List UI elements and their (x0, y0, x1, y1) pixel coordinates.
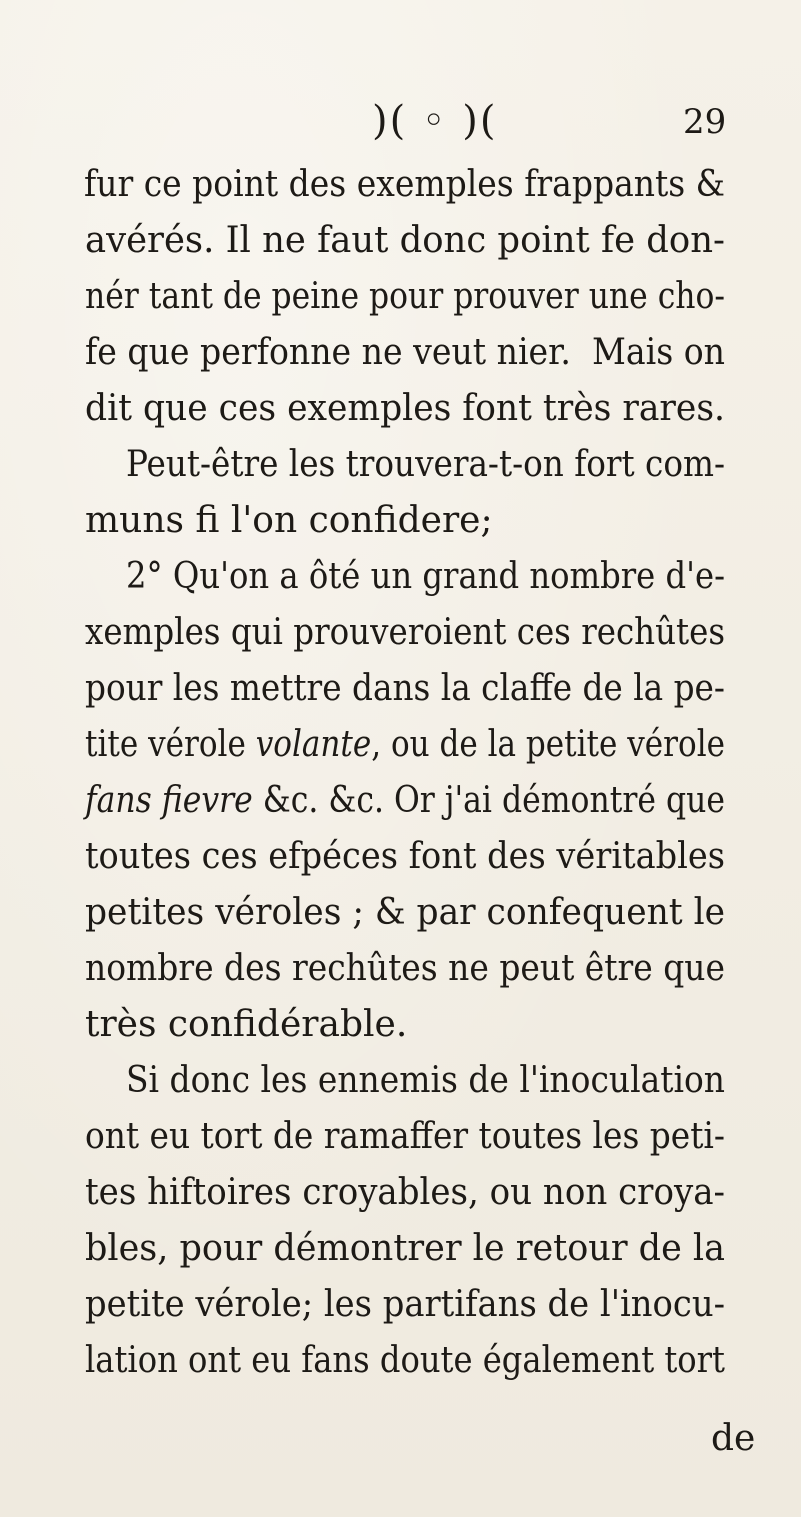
text-line-content: petites véroles ; & par confequent le (85, 892, 725, 933)
text-line (0, 381, 801, 437)
text-line (0, 717, 801, 773)
text-line-content: avérés. Il ne faut donc point fe don- (85, 220, 725, 261)
text-line (0, 773, 801, 829)
text-line (0, 1221, 801, 1277)
text-line-content: bles, pour démontrer le retour de la (85, 1228, 725, 1269)
text-line-content: xemples qui prouveroient ces rechûtes (85, 612, 725, 653)
text-line (0, 1053, 801, 1109)
text-line (0, 1277, 801, 1333)
text-line (0, 661, 801, 717)
text-line-content: toutes ces efpéces font des véritables (85, 836, 725, 877)
text-line (0, 997, 801, 1053)
catchword: de (711, 1418, 756, 1459)
text-line-content: ont eu tort de ramaffer toutes les peti- (85, 1116, 725, 1157)
text-line-content: petite vérole; les partifans de l'inocu- (85, 1284, 725, 1325)
text-line (0, 941, 801, 997)
text-line (0, 885, 801, 941)
text-line (0, 213, 801, 269)
text-line (0, 1165, 801, 1221)
text-line (0, 1333, 801, 1389)
text-line (0, 325, 801, 381)
text-run: &c. &c. Or j'ai démontré que (252, 780, 726, 821)
page-header (0, 98, 801, 158)
text-line (0, 605, 801, 661)
header-ornament: )( ◦ )( (372, 98, 498, 144)
text-line-content: nér tant de peine pour prouver une cho- (85, 276, 725, 317)
text-line (0, 437, 801, 493)
italic-text: volante (255, 724, 372, 765)
text-run: , ou de la petite vérole (371, 724, 725, 765)
text-line-content: Peut-être les trouvera-t-on fort com- (126, 444, 725, 485)
text-line-content: nombre des rechûtes ne peut être que (85, 948, 725, 989)
text-run: tite vérole (85, 724, 256, 765)
text-line (0, 549, 801, 605)
italic-text: fans fievre (85, 780, 253, 821)
text-line (0, 157, 801, 213)
text-line (0, 493, 801, 549)
text-line (0, 1109, 801, 1165)
text-line-content: dit que ces exemples font très rares. (85, 388, 725, 429)
text-line-content: muns fi l'on confidere; (85, 500, 493, 541)
text-line (0, 269, 801, 325)
text-line-content: fur ce point des exemples frappants & (84, 164, 725, 205)
text-line-content: tes hiftoires croyables, ou non croya- (85, 1172, 725, 1213)
text-line (0, 829, 801, 885)
text-line-content: pour les mettre dans la claffe de la pe- (85, 668, 725, 709)
page-number: 29 (683, 102, 727, 142)
text-line-content: Si donc les ennemis de l'inoculation (126, 1060, 725, 1101)
text-line-content: très confidérable. (85, 1004, 408, 1045)
text-line-content: 2° Qu'on a ôté un grand nombre d'e- (126, 556, 725, 597)
text-line-content: lation ont eu fans doute également tort (85, 1340, 725, 1381)
text-line-content: fe que perfonne ne veut nier. Mais on (85, 332, 725, 373)
text-line-content (85, 773, 725, 829)
text-line-content (85, 717, 725, 773)
